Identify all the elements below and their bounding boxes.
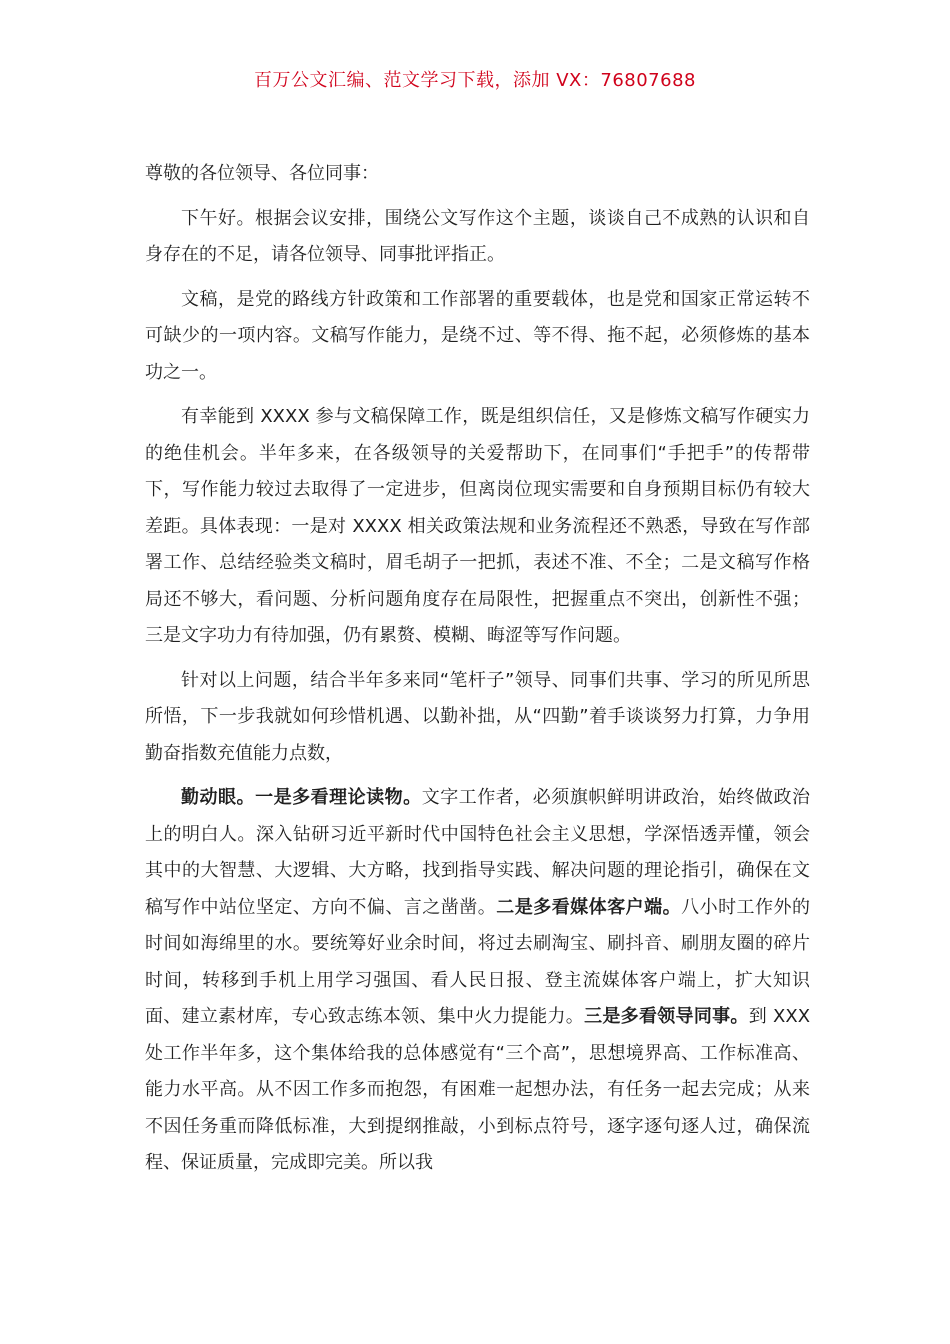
paragraph-5 xyxy=(145,780,810,1182)
point-2-text: 八小时工作外的时间如海绵里的水。要统筹好业余时间，将过去刷淘宝、刷抖音、刷朋友圈的碎片时间，转移到手机上用学习强国、看人民日报、登主流媒体客户端上，扩大知识面、建立素材库，专心致志练本领、集中火力提能力。 xyxy=(145,896,811,1027)
paragraph-1: 下午好。根据会议安排，围绕公文写作这个主题，谈谈自己不成熟的认识和自身存在的不足，请各位领导、同事批评指正。 xyxy=(145,207,810,265)
paragraph-2: 文稿，是党的路线方针政策和工作部署的重要载体，也是党和国家正常运转不可缺少的一项内容。文稿写作能力，是绕不过、等不得、拖不起，必须修炼的基本功之一。 xyxy=(145,288,810,383)
greeting: 尊敬的各位领导、各位同事： xyxy=(145,163,379,184)
point-3-text: 到 XXX 处工作半年多，这个集体给我的总体感觉有“三个高”，思想境界高、工作标准高、能力水平高。从不因工作多而抱怨，有困难一起想办法，有任务一起去完成；从来不因任务重而降低标准，大到提纲推敲，小到标点符号，逐字逐句逐人过，确保流程、保证质量，完成即完美。所以我 xyxy=(145,1006,811,1173)
point-1-title: 一是多看理论读物。 xyxy=(255,787,422,808)
header-banner: 百万公文汇编、范文学习下载，添加 VX：76807688 xyxy=(254,70,696,91)
paragraph-4: 针对以上问题，结合半年多来同“笔杆子”领导、同事们共事、学习的所见所思所悟，下一步我就如何珍惜机遇、以勤补拙，从“四勤”着手谈谈努力打算，力争用勤奋指数充值能力点数， xyxy=(145,669,810,764)
section-heading: 勤动眼。 xyxy=(181,787,256,808)
point-3-title: 三是多看领导同事。 xyxy=(584,1006,749,1027)
point-1-text: 文字工作者，必须旗帜鲜明讲政治，始终做政治上的明白人。深入钻研习近平新时代中国特色社会主义思想，学深悟透弄懂，领会其中的大智慧、大逻辑、大方略，找到指导实践、解决问题的理论指引，确保在文稿写作中站位坚定、方向不偏、言之凿凿。 xyxy=(145,787,811,918)
paragraph-3: 有幸能到 XXXX 参与文稿保障工作，既是组织信任，又是修炼文稿写作硬实力的绝佳机会。半年多来，在各级领导的关爱帮助下，在同事们“手把手”的传帮带下，写作能力较过去取得了一定进步，但离岗位现实需要和自身预期目标仍有较大差距。具体表现：一是对 XXXX 相关政策法规和业务流程还不熟悉，导致在写作部署工作、总结经验类文稿时，眉毛胡子一把抓，表述不准、不全；二是文稿写作格局还不够大，看问题、分析问题角度存在局限性，把握重点不突出，创新性不强；三是文字功力有待加强，仍有累赘、模糊、晦涩等写作问题。 xyxy=(145,406,810,646)
point-2-title: 二是多看媒体客户端。 xyxy=(496,896,682,918)
document-body xyxy=(145,156,810,1182)
